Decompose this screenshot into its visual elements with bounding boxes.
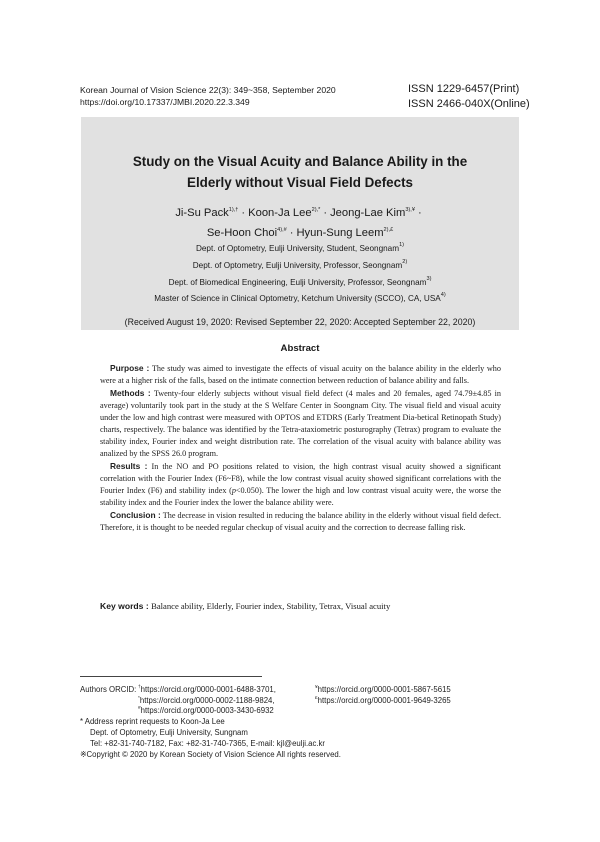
doi-link[interactable]: https://doi.org/10.17337/JMBI.2020.22.3.349 bbox=[80, 97, 250, 107]
affiliation: Master of Science in Clinical Optometry, Ketchum University (SCCO), CA, USA$^{4)}$ bbox=[154, 292, 446, 303]
copyright: ※Copyright © 2020 by Korean Society of Vision Science All rights reserved. bbox=[80, 750, 341, 759]
reprint-dept: Dept. of Optometry, Eulji University, Sungnam bbox=[90, 728, 248, 737]
results-label: Results : bbox=[110, 461, 148, 471]
reprint-contact: Tel: +82-31-740-7182, Fax: +82-31-740-7365, E-mail: kjl@eulji.ac.kr bbox=[90, 739, 326, 748]
affiliation: Dept. of Optometry, Eulji University, Student, Seongnam$^{1)}$ bbox=[195, 242, 405, 253]
author-separator: · bbox=[323, 207, 328, 219]
author-sup: 2),£ bbox=[383, 227, 394, 233]
author-name: Se-Hoon Choi bbox=[206, 227, 278, 239]
author-separator: · bbox=[241, 207, 246, 219]
author-separator: · bbox=[417, 207, 422, 219]
title-box bbox=[81, 117, 519, 330]
orcid-entry[interactable]: #https://orcid.org/0000-0003-3430-6932 bbox=[138, 706, 274, 715]
orcid-entry[interactable]: †https://orcid.org/0000-0001-6488-3701, bbox=[138, 685, 276, 694]
author-line-1 bbox=[81, 203, 519, 223]
paper-title-line-1: Study on the Visual Acuity and Balance Ability in the bbox=[132, 154, 468, 169]
author-name: Ji-Su Pack bbox=[175, 207, 229, 219]
affiliation: Dept. of Optometry, Eulji University, Professor, Seongnam$^{2)}$ bbox=[192, 259, 408, 270]
abstract-heading: Abstract bbox=[280, 343, 320, 354]
author-name: Koon-Ja Lee bbox=[248, 207, 312, 219]
footnote-rule bbox=[80, 676, 262, 677]
abstract-conclusion: Conclusion : The decrease in vision resulted in reducing the balance ability in the elderly without visual field defect. Therefore, it is thought to be needed regular checkup of visual acuity and the correction to decrease falling risk. bbox=[100, 510, 502, 532]
orcid-label: Authors ORCID: bbox=[80, 685, 137, 694]
abstract-methods: Methods : Twenty-four elderly subjects without visual field defect (4 males and 20 females, aged 74.79±4.85 in average) voluntarily took part in the study at the S Welfare Center in Soongnam City. The visual field and visual acuity under the low and high contrast were measured with OPTOS and ETDRS (Early Treatment Dia-betical Retinopath Study) charts, respectively. The balance was identified by the Tetra-ataxiometric posturography (Tetrax) program to evaluate the stability index, Fourier index and weight distribution rate. The correlation of the visual acuity with balance ability was analized by the SPSS 26.0 program. bbox=[100, 388, 502, 458]
author-sup: 3),¥ bbox=[405, 207, 415, 213]
keywords-text: Balance ability, Elderly, Fourier index, Stability, Tetrax, Visual acuity bbox=[151, 601, 391, 611]
author-separator: · bbox=[289, 227, 294, 239]
reprint-request: * Address reprint requests to Koon-Ja Lee bbox=[80, 717, 225, 726]
affiliation: Dept. of Biomedical Engineering, Eulji University, Professor, Seongnam$^{3)}$ bbox=[168, 276, 432, 287]
author-name: Jeong-Lae Kim bbox=[330, 207, 406, 219]
paper-title-line-2: Elderly without Visual Field Defects bbox=[187, 175, 413, 190]
received-dates: (Received August 19, 2020: Revised September 22, 2020: Accepted September 22, 2020) bbox=[124, 317, 476, 327]
keywords-label: Key words : bbox=[100, 601, 149, 611]
author-sup: 4),# bbox=[277, 227, 287, 233]
conclusion-label: Conclusion : bbox=[110, 510, 161, 520]
purpose-label: Purpose : bbox=[110, 363, 150, 373]
orcid-entry[interactable]: £https://orcid.org/0000-0001-9649-3265 bbox=[315, 695, 451, 705]
methods-label: Methods : bbox=[110, 388, 151, 398]
author-sup: 2),* bbox=[311, 207, 321, 213]
abstract-results: Results : In the NO and PO positions related to vision, the high contrast visual acuity showed a significant correlation with the Fourier Index (F6~F8), while the low contrast visual acuity showed significant correlations with the Fourier Index (F6) and stability index (p<0.050). The lower the high and low contrast visual acuity were, the worse the stability index and the Fourier index the lower the balance ability were. bbox=[100, 461, 501, 507]
journal-citation: Korean Journal of Vision Science 22(3): 349~358, September 2020 bbox=[80, 85, 336, 95]
orcid-entry[interactable]: ¥https://orcid.org/0000-0001-5867-5615 bbox=[315, 685, 451, 694]
issn-online: ISSN 2466-040X(Online) bbox=[408, 98, 530, 110]
author-name: Hyun-Sung Leem bbox=[296, 227, 384, 239]
issn-print: ISSN 1229-6457(Print) bbox=[408, 83, 520, 95]
keywords bbox=[100, 601, 390, 611]
author-sup: 1),† bbox=[228, 207, 239, 213]
author-line-2 bbox=[81, 223, 519, 243]
orcid-entry[interactable]: *https://orcid.org/0000-0002-1188-9824, bbox=[138, 695, 275, 705]
abstract-body bbox=[100, 362, 501, 534]
abstract-purpose: Purpose : The study was aimed to investigate the effects of visual acuity on the balance ability in the elderly who were at a higher risk of the falls, based on the intimate connection between reduction of balance ability and falls. bbox=[100, 363, 501, 385]
